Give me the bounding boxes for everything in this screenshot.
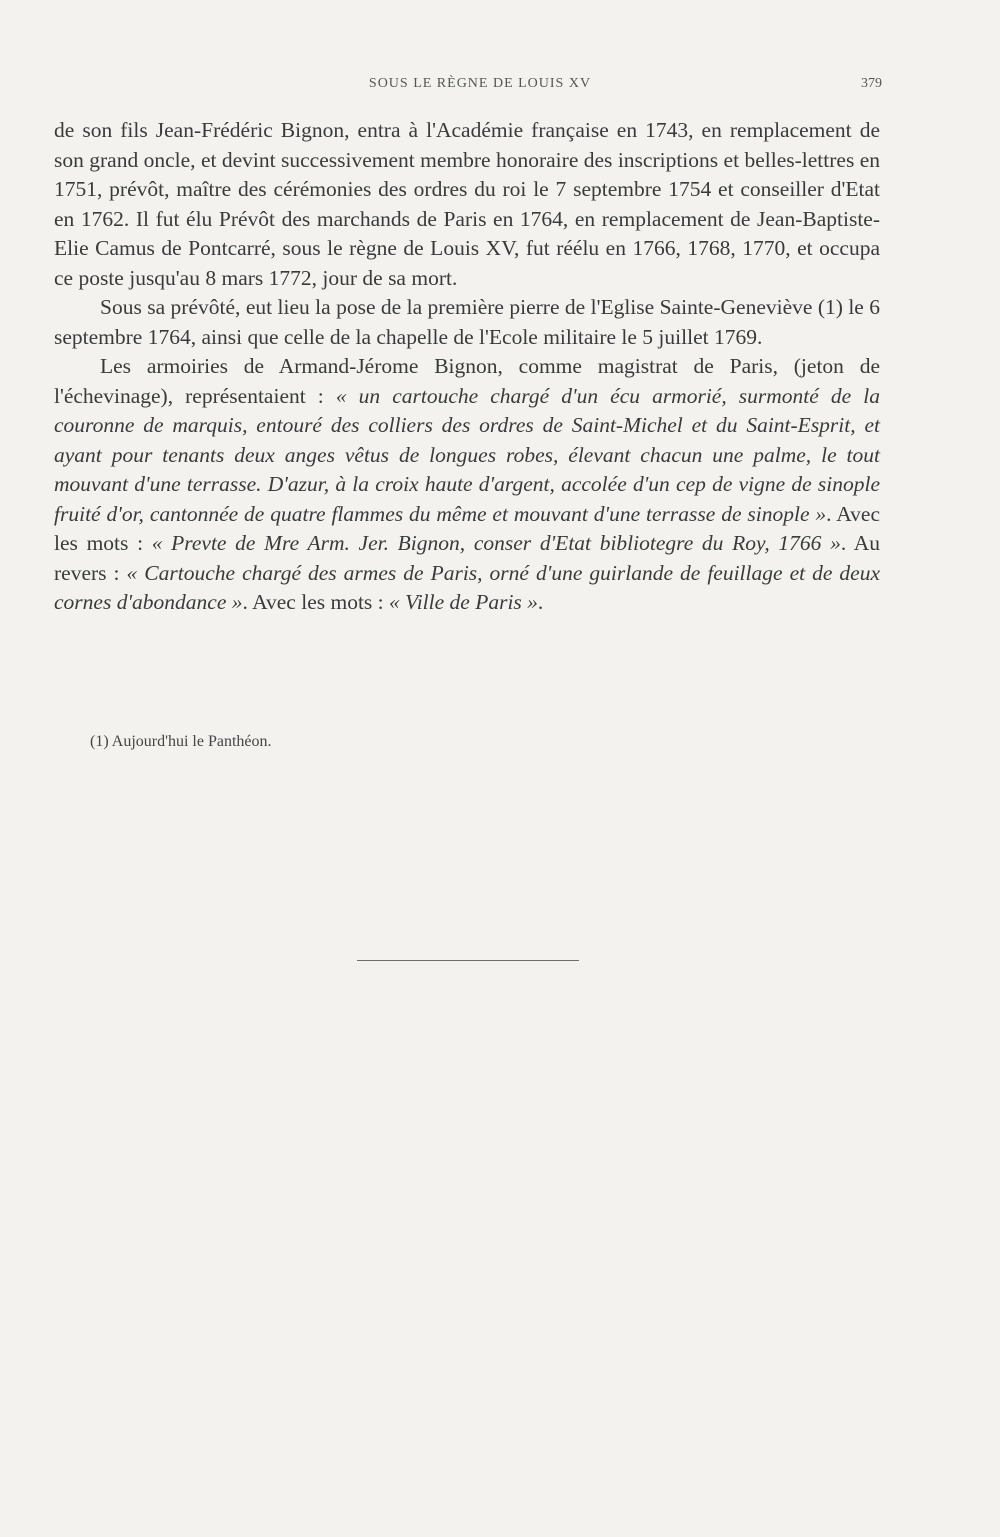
- end-rule: [357, 960, 579, 961]
- main-text: [54, 116, 880, 618]
- armoiries-quote-ville: « Ville de Paris »: [389, 590, 538, 614]
- page-number: 379: [861, 76, 882, 91]
- armoiries-quote-legend: « Prevte de Mre Arm. Jer. Bignon, conser d'Etat bibliotegre du Roy, 1766 »: [151, 531, 841, 555]
- footnote: (1) Aujourd'hui le Panthéon.: [90, 733, 272, 750]
- armoiries-intro: Les armoiries de Armand-Jérome Bignon, comme magistrat de Paris, (jeton de l'échevinage), représentaient :: [54, 354, 880, 408]
- paragraph-1: de son fils Jean-Frédéric Bignon, entra à l'Académie française en 1743, en remplacement de son grand oncle, et devint successivement membre honoraire des inscriptions et belles-lettres en 1751, prévôt, maître des cérémonies des ordres du roi le 7 septembre 1754 et conseiller d'Etat en 1762. Il fut élu Prévôt des marchands de Paris en 1764, en remplacement de Jean-Baptiste-Elie Camus de Pontcarré, sous le règne de Louis XV, fut réélu en 1766, 1768, 1770, et occupa ce poste jusqu'au 8 mars 1772, jour de sa mort.: [54, 118, 880, 290]
- running-head: [0, 76, 1000, 100]
- armoiries-end: .: [537, 590, 544, 614]
- armoiries-quote-revers: « Cartouche chargé des armes de Paris, orné d'une guirlande de feuillage et de deux cornes d'abondance »: [54, 560, 880, 614]
- running-title: SOUS LE RÈGNE DE LOUIS XV: [368, 76, 592, 91]
- paragraph-2: Sous sa prévôté, eut lieu la pose de la première pierre de l'Eglise Sainte-Geneviève (1) le 6 septembre 1764, ainsi que celle de la chapelle de l'Ecole militaire le 5 juillet 1769.: [54, 295, 880, 349]
- paragraph-armoiries: [54, 352, 880, 618]
- armoiries-connector-2: . Au revers :: [54, 531, 881, 585]
- armoiries-connector-1: . Avec les mots :: [54, 501, 880, 555]
- armoiries-quote-blazon: « un cartouche chargé d'un écu armorié, surmonté de la couronne de marquis, entouré des colliers des ordres de Saint-Michel et du Saint-Esprit, et ayant pour tenants deux anges vêtus de longues robes, élevant chacun une palme, le tout mouvant d'une terrasse. D'azur, à la croix haute d'argent, accolée d'un cep de vigne de sinople fruité d'or, cantonnée de quatre flammes du même et mouvant d'une terrasse de sinople »: [54, 383, 880, 526]
- armoiries-connector-3: . Avec les mots :: [242, 590, 390, 614]
